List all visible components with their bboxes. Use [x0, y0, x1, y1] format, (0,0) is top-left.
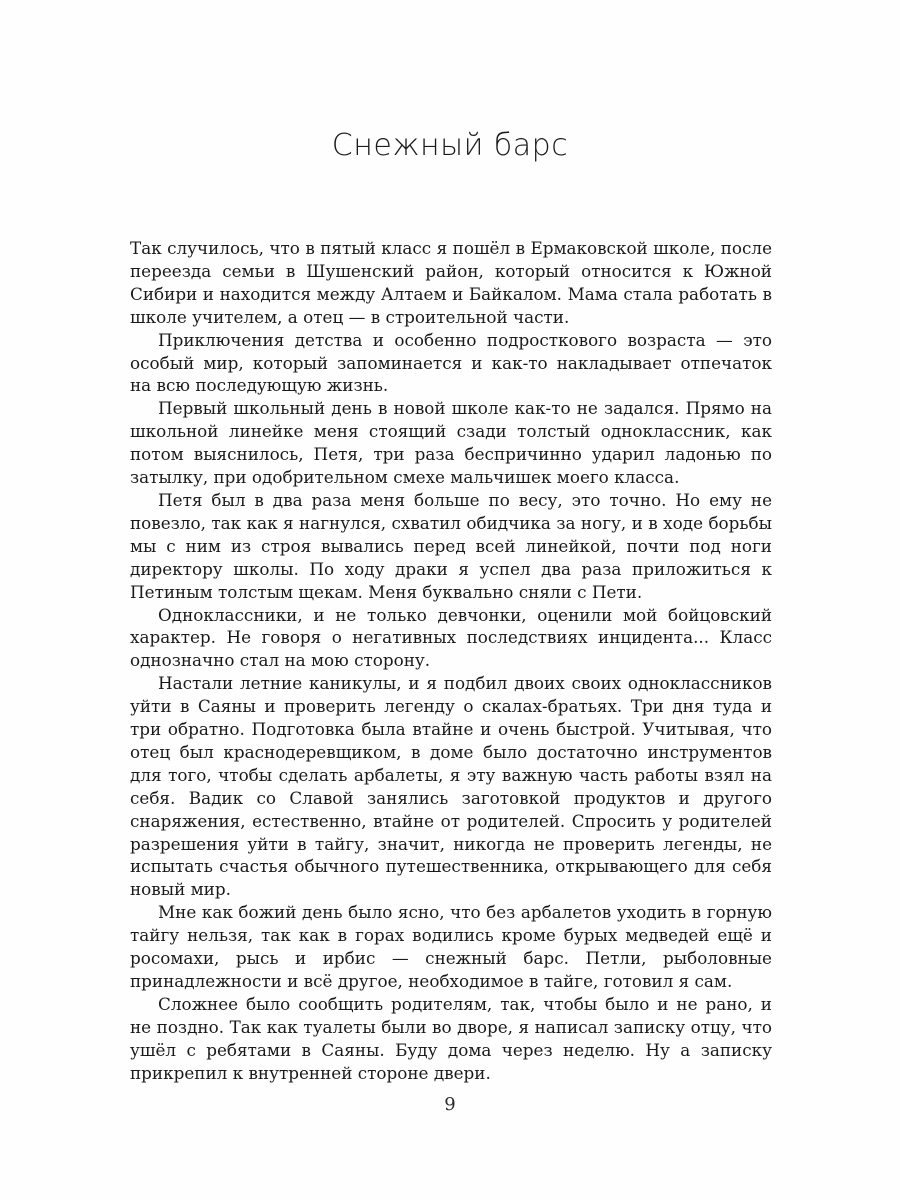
paragraph-4: Петя был в два раза меня больше по весу, это точно. Но ему не повезло, так как я нагнулся, схватил обидчика за ногу, и в ходе борьбы мы с ним из строя вывались перед всей линейкой, почти под ноги директору школы. По ходу драки я успел два раза приложиться к Петиным толстым щекам. Меня буквально сняли с Пети. — [130, 489, 772, 602]
body-text — [130, 237, 772, 1085]
paragraph-6: Настали летние каникулы, и я подбил двоих своих одноклассников уйти в Саяны и проверить легенду о скалах-братьях. Три дня туда и три обратно. Подготовка была втайне и очень быстрой. Учитывая, что отец был краснодеревщиком, в доме было достаточно инструментов для того, чтобы сделать арбалеты, я эту важную часть работы взял на себя. Вадик со Славой занялись заготовкой продуктов и другого снаряжения, естественно, втайне от родителей. Спросить у родителей разрешения уйти в тайгу, значит, никогда не проверить легенды, не испытать счастья обычного путешественника, открывающего для себя новый мир. — [130, 673, 772, 900]
paragraph-8: Сложнее было сообщить родителям, так, чтобы было и не рано, и не поздно. Так как туалеты были во дворе, я написал записку отцу, что ушёл с ребятами в Саяны. Буду дома через неделю. Ну а записку прикрепил к внутренней стороне двери. — [130, 993, 772, 1083]
paragraph-3: Первый школьный день в новой школе как-то не задался. Прямо на школьной линейке меня стоящий сзади толстый одноклассник, как потом выяснилось, Петя, три раза беспричинно ударил ладонью по затылку, при одобрительном смехе мальчишек моего класса. — [130, 398, 772, 488]
paragraph-1: Так случилось, что в пятый класс я пошёл в Ермаковской школе, после переезда семьи в Шушенский район, который относится к Южной Сибири и находится между Алтаем и Байкалом. Мама стала работать в школе учителем, а отец — в строительной части. — [130, 238, 772, 327]
paragraph-7: Мне как божий день было ясно, что без арбалетов уходить в горную тайгу нельзя, так как в горах водились кроме бурых медведей ещё и росомахи, рысь и ирбис — снежный барс. Петли, рыболовные принадлежности и всё другое, необходимое в тайге, готовил я сам. — [130, 902, 772, 991]
paragraph-5: Одноклассники, и не только девчонки, оценили мой бойцовский характер. Не говоря о негативных последствиях инцидента... Класс однозначно стал на мою сторону. — [130, 604, 772, 671]
paragraph-2: Приключения детства и особенно подросткового возраста — это особый мир, который запоминается и как-то накладывает отпечаток на всю последующую жизнь. — [130, 329, 772, 396]
chapter-title: Снежный барс — [331, 128, 569, 163]
page-number: 9 — [444, 1094, 456, 1115]
